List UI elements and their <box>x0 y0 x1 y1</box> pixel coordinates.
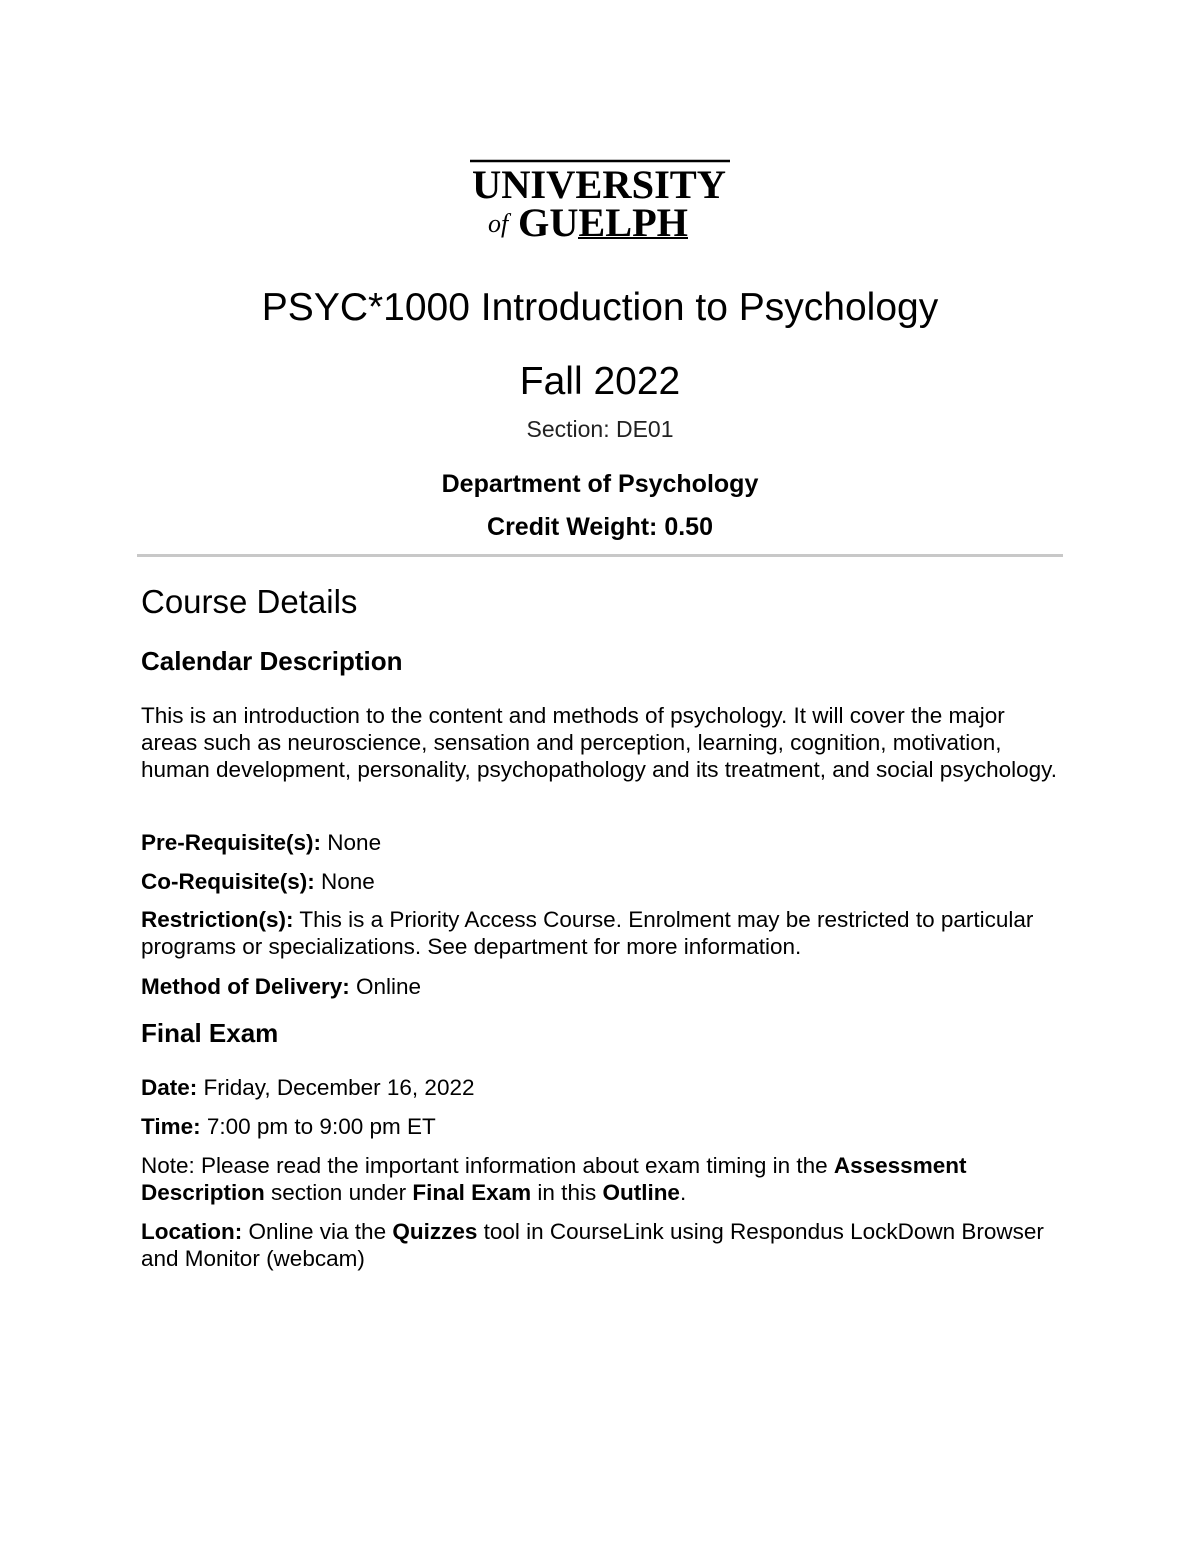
credit-weight: Credit Weight: 0.50 <box>487 513 713 541</box>
corequisites <box>141 868 1061 895</box>
prerequisites-label: Pre-Requisite(s): <box>141 830 322 855</box>
calendar-description-text: This is an introduction to the content and methods of psychology. It will cover the major areas such as neuroscience, sensation and perception, learning, cognition, motivation, human development, personality, psychopathology and its treatment, and social psychology. <box>141 703 1057 782</box>
calendar-description-heading: Calendar Description <box>141 646 403 676</box>
method-of-delivery-value: Online <box>349 974 422 999</box>
exam-note-bold-1: Assessment Description <box>141 1153 967 1205</box>
exam-note-text-3: in this <box>531 1180 603 1205</box>
corequisites-label: Co-Requisite(s): <box>141 869 315 894</box>
logo-of: of <box>488 209 509 238</box>
prerequisites <box>141 829 1061 856</box>
exam-note <box>141 1152 1061 1206</box>
prerequisites-value: None <box>321 830 382 855</box>
final-exam-heading: Final Exam <box>141 1018 279 1048</box>
department: Department of Psychology <box>441 470 759 498</box>
exam-location-text-1: Online via the <box>242 1219 393 1244</box>
corequisites-value: None <box>314 869 375 894</box>
exam-time-label: Time: <box>141 1114 201 1139</box>
logo-line1: UNIVERSITY <box>472 162 727 207</box>
exam-location <box>141 1218 1061 1272</box>
method-of-delivery <box>141 973 1061 1000</box>
exam-date-value: Friday, December 16, 2022 <box>197 1075 475 1100</box>
university-of-guelph-logo <box>468 158 732 250</box>
course-term: Fall 2022 <box>519 360 681 403</box>
course-section: Section: DE01 <box>526 416 674 442</box>
exam-date <box>141 1074 1061 1101</box>
method-of-delivery-label: Method of Delivery: <box>141 974 350 999</box>
restrictions-value: This is a Priority Access Course. Enrolment may be restricted to particular programs or specializations. See department for more information. <box>141 907 1034 959</box>
logo-line2: GUELPH <box>518 200 688 245</box>
exam-time-value: 7:00 pm to 9:00 pm ET <box>200 1114 436 1139</box>
course-details-heading: Course Details <box>141 583 358 620</box>
exam-location-label: Location: <box>141 1219 243 1244</box>
exam-note-text-2: section under <box>264 1180 413 1205</box>
exam-note-text-1: Note: Please read the important information about exam timing in the <box>141 1153 834 1178</box>
exam-note-bold-2: Final Exam <box>412 1180 532 1205</box>
exam-location-bold: Quizzes <box>392 1219 478 1244</box>
exam-note-text-4: . <box>679 1180 687 1205</box>
exam-location-text-2: tool in CourseLink using Respondus LockDown Browser and Monitor (webcam) <box>141 1219 1044 1271</box>
course-title: PSYC*1000 Introduction to Psychology <box>261 286 939 329</box>
header-divider <box>137 554 1063 557</box>
exam-date-label: Date: <box>141 1075 198 1100</box>
restrictions <box>141 906 1061 960</box>
restrictions-label: Restriction(s): <box>141 907 294 932</box>
exam-time <box>141 1113 1061 1140</box>
exam-note-bold-3: Outline <box>602 1180 680 1205</box>
